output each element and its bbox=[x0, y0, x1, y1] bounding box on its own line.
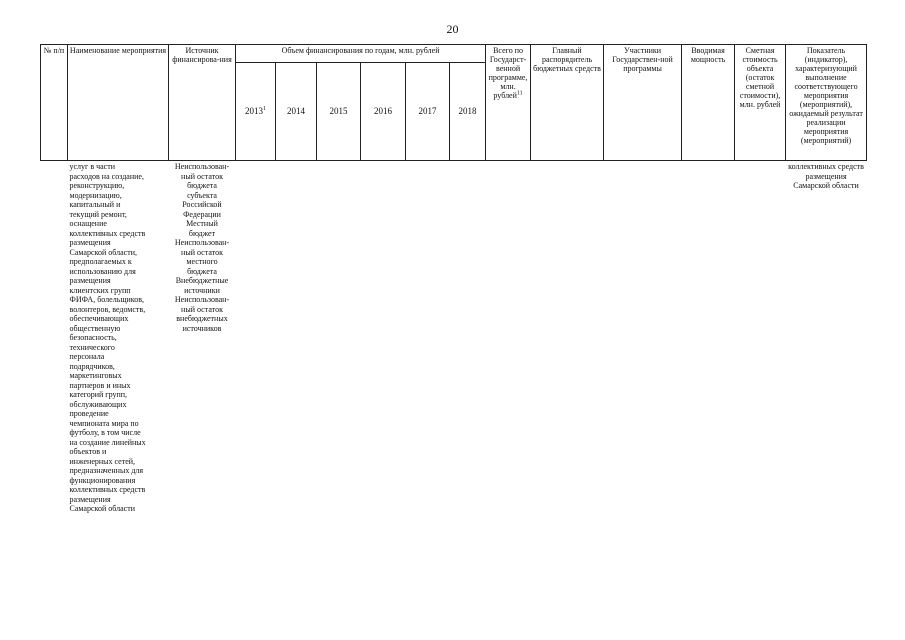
header-name: Наименование мероприятия bbox=[68, 45, 169, 161]
indicator-cell: коллективных средств размещения Самарской области bbox=[788, 162, 864, 190]
cell-2013 bbox=[236, 161, 276, 515]
header-capacity: Вводимая мощность bbox=[682, 45, 735, 161]
year-2013: 2013$^1$ bbox=[236, 63, 276, 161]
cell-2014 bbox=[276, 161, 317, 515]
year-2016: 2016 bbox=[361, 63, 406, 161]
cell-2017 bbox=[406, 161, 450, 515]
cell-total bbox=[486, 161, 531, 515]
year-2017: 2017 bbox=[406, 63, 450, 161]
year-2018: 2018 bbox=[450, 63, 486, 161]
cell-2018 bbox=[450, 161, 486, 515]
header-source: Источник финансирова-ния bbox=[169, 45, 236, 161]
header-funding-by-year: Объем финансирования по годам, млн. рублей bbox=[236, 45, 486, 63]
cell-2016 bbox=[361, 161, 406, 515]
page-number: 20 bbox=[446, 22, 459, 36]
header-indicator: Показатель (индикатор), характеризующий выполнение соответствующего мероприятия (мероприятий), ожидаемый результат реализации мероприятия (мероприятий) bbox=[786, 45, 867, 161]
header-total: Всего по Государст-венной программе, млн. рублей$^{11}$ bbox=[486, 45, 531, 161]
funding-source-cell: Неиспользован- ный остаток бюджета субъекта Российской Федерации Местный бюджет Неиспользован- ный остаток местного бюджета Внебюджетные источники Неиспользован- ный остаток внебюджетных источников bbox=[174, 162, 230, 333]
cell-admin bbox=[531, 161, 604, 515]
header-no: № п/п bbox=[41, 45, 68, 161]
cell-participants bbox=[604, 161, 682, 515]
table-row bbox=[41, 161, 867, 515]
year-2014: 2014 bbox=[276, 63, 317, 161]
header-budget-administrator: Главный распорядитель бюджетных средств bbox=[531, 45, 604, 161]
year-2015: 2015 bbox=[317, 63, 361, 161]
cell-estimate bbox=[735, 161, 786, 515]
cell-2015 bbox=[317, 161, 361, 515]
cell-capacity bbox=[682, 161, 735, 515]
cell-no bbox=[41, 161, 68, 515]
header-participants: Участники Государствен-ной программы bbox=[604, 45, 682, 161]
program-table bbox=[40, 44, 867, 515]
measure-name-cell: услуг в части расходов на создание, реконструкцию, модернизацию, капитальный и текущий ремонт, оснащение коллективных средств размещения Самарской области, предполагаемых к использованию для размещения клиентских групп ФИФА, болельщиков, волонтеров, ведомств, обеспечивающих общественную безопасность, технического персонала подрядчиков, маркетинговых партнеров и иных категорий групп, обслуживающих проведение чемпионата мира по футболу, в том числе на создание линейных объектов и инженерных сетей, предназначенных для функционирования коллективных средств размещения Самарской области bbox=[69, 162, 146, 513]
header-estimate: Сметная стоимость объекта (остаток сметной стоимости), млн. рублей bbox=[735, 45, 786, 161]
